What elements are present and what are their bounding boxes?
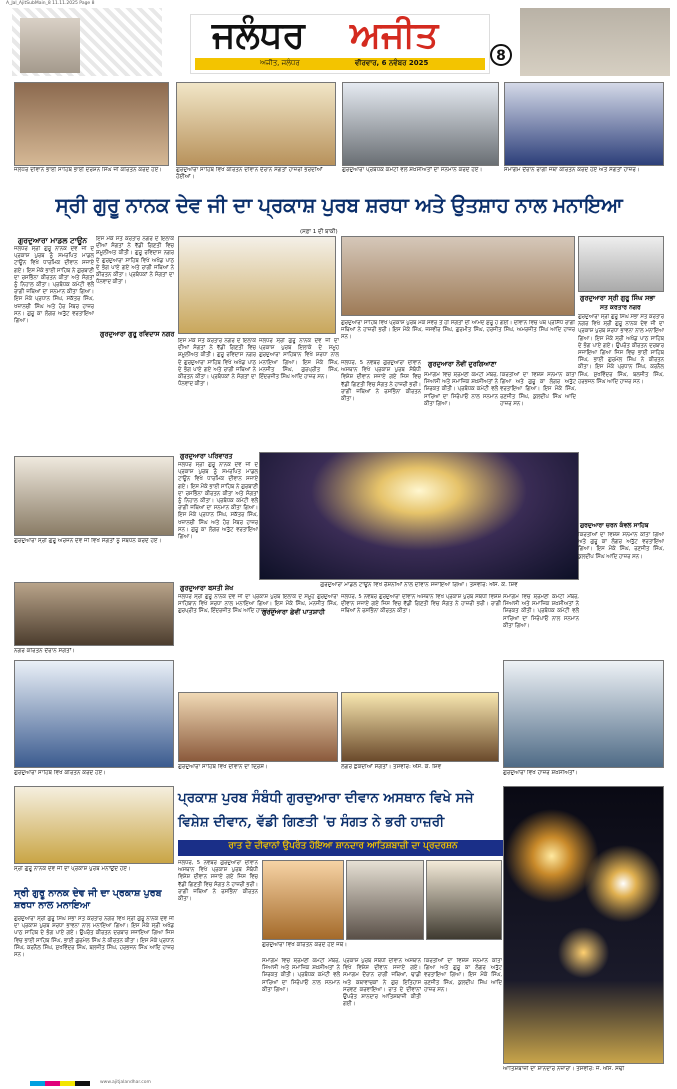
center-night-photo <box>259 452 579 580</box>
bottom-photo-3 <box>426 860 502 940</box>
masthead-sub: ਅਜੀਤ, ਜਲੰਧਰ <box>260 59 300 67</box>
page-number-badge <box>490 44 512 66</box>
body-mid-d: ਸਮਾਗਮ ਵਿਚ ਸ਼੍ਰੋਮਣੀ ਕਮੇਟੀ ਮੈਂਬਰ, ਸਿਆਸੀ ਅਤੇ ਸਮਾਜਿਕ ਸ਼ਖ਼ਸੀਅਤਾਂ ਨੇ ਸ਼ਿਰਕਤ ਕੀਤੀ। ਪ੍ਰਬੰਧਕ ਕਮੇਟੀ ਵਲੋਂ ਸਾਰਿਆਂ ਦਾ ਸਿਰੋਪਾਓ ਨਾਲ ਸਨਮਾਨ ਕੀਤਾ ਗਿਆ। <box>424 372 498 407</box>
top-photo-4 <box>504 82 664 166</box>
left-photo-1 <box>14 456 174 536</box>
second-headline-line2: ਵਿਸ਼ੇਸ਼ ਦੀਵਾਨ, ਵੱਡੀ ਗਿਣਤੀ 'ਚ ਸੰਗਤ ਨੇ ਭਰੀ ਹਾਜ਼ਰੀ <box>178 814 445 830</box>
masthead-title-right: ਅਜੀਤ <box>350 14 439 56</box>
body-mid-a: ਇਸ ਮੌਕੇ ਸਤ ਕਰਤਾਰ ਨਗਰ ਦੇ ਇਲਾਕੇ ਦੀਆਂ ਸੰਗਤਾਂ ਨੇ ਵੱਡੀ ਗਿਣਤੀ ਵਿਚ ਸ਼ਮੂਲੀਅਤ ਕੀਤੀ। ਗੁਰੂ ਰਵਿਦਾਸ ਨਗਰ ਦੇ ਗੁਰਦੁਆਰਾ ਸਾਹਿਬ ਵਿਖੇ ਅਖੰਡ ਪਾਠ ਦੇ ਭੋਗ ਪਾਏ ਗਏ ਅਤੇ ਰਾਗੀ ਜਥਿਆਂ ਨੇ ਕੀਰਤਨ ਕੀਤਾ। ਪ੍ਰਬੰਧਕਾਂ ਨੇ ਸੰਗਤਾਂ ਦਾ ਧੰਨਵਾਦ ਕੀਤਾ। <box>178 338 256 388</box>
top-photo-3 <box>342 82 499 166</box>
center-photo-1 <box>178 236 336 334</box>
print-slug: A_Jal_AjitSubMain_8 11.11.2025 Page 8 <box>6 1 95 6</box>
mid-caption-2: ਲੰਗਰ ਛਕਦੀਆਂ ਸੰਗਤਾਂ। ਤਸਵੀਰ: ਐੱਸ. ਕੇ. ਸ਼ਿਵ <box>341 764 442 770</box>
page-number: 8 <box>496 48 506 64</box>
main-headline: ਸ੍ਰੀ ਗੁਰੂ ਨਾਨਕ ਦੇਵ ਜੀ ਦਾ ਪ੍ਰਕਾਸ਼ ਪੁਰਬ ਸ਼ਰਧਾ ਅਤੇ ਉਤਸ਼ਾਹ ਨਾਲ ਮਨਾਇਆ <box>55 193 623 217</box>
color-bar <box>30 1081 90 1086</box>
masthead <box>0 8 677 76</box>
footer-slug: www.ajitjalandhar.com <box>100 1080 151 1085</box>
subhead-right-small: ਸਤ ਕਰਤਾਰ ਨਗਰ <box>600 304 641 311</box>
mid-photo-2 <box>341 692 499 762</box>
left-caption-4: ਸ੍ਰੀ ਗੁਰੂ ਨਾਨਕ ਦੇਵ ਜੀ ਦਾ ਪ੍ਰਕਾਸ਼ ਪੁਰਬ ਮਨਾਉਂਦੇ ਹੋਏ। <box>14 866 131 872</box>
body-col5: ਗੁਰਦੁਆਰਾ ਸ੍ਰੀ ਗੁਰੂ ਸਿੰਘ ਸਭਾ ਸਤ ਕਰਤਾਰ ਨਗਰ ਵਿਖੇ ਸ੍ਰੀ ਗੁਰੂ ਨਾਨਕ ਦੇਵ ਜੀ ਦਾ ਪ੍ਰਕਾਸ਼ ਪੁਰਬ ਸ਼ਰਧਾ ਭਾਵਨਾ ਨਾਲ ਮਨਾਇਆ ਗਿਆ। ਇਸ ਮੌਕੇ ਸ੍ਰੀ ਅਖੰਡ ਪਾਠ ਸਾਹਿਬ ਦੇ ਭੋਗ ਪਾਏ ਗਏ। ਉਪਰੰਤ ਕੀਰਤਨ ਦਰਬਾਰ ਸਜਾਇਆ ਗਿਆ ਜਿਸ ਵਿਚ ਭਾਈ ਸਾਹਿਬ ਸਿੰਘ, ਭਾਈ ਗੁਰਮੇਲ ਸਿੰਘ ਨੇ ਕੀਰਤਨ ਕੀਤਾ। ਇਸ ਮੌਕੇ ਪ੍ਰਧਾਨ ਸਿੰਘ, ਕਰਨੈਲ ਸਿੰਘ, ਸੁਖਵਿੰਦਰ ਸਿੰਘ, ਬਲਜੀਤ ਸਿੰਘ, ਹਰਭਜਨ ਸਿੰਘ ਆਦਿ ਹਾਜ਼ਰ ਸਨ। <box>578 314 664 385</box>
body-col2: ਇਸ ਮੌਕੇ ਸਤ ਕਰਤਾਰ ਨਗਰ ਦੇ ਇਲਾਕੇ ਦੀਆਂ ਸੰਗਤਾਂ ਨੇ ਵੱਡੀ ਗਿਣਤੀ ਵਿਚ ਸ਼ਮੂਲੀਅਤ ਕੀਤੀ। ਗੁਰੂ ਰਵਿਦਾਸ ਨਗਰ ਦੇ ਗੁਰਦੁਆਰਾ ਸਾਹਿਬ ਵਿਖੇ ਅਖੰਡ ਪਾਠ ਦੇ ਭੋਗ ਪਾਏ ਗਏ ਅਤੇ ਰਾਗੀ ਜਥਿਆਂ ਨੇ ਕੀਰਤਨ ਕੀਤਾ। ਪ੍ਰਬੰਧਕਾਂ ਨੇ ਸੰਗਤਾਂ ਦਾ ਧੰਨਵਾਦ ਕੀਤਾ। <box>96 236 174 286</box>
subhead-mid-left: ਗੁਰਦੁਆਰਾ ਪਰਿਵਾਰਤ <box>180 452 233 460</box>
left-caption-1: ਗੁਰਦੁਆਰਾ ਸ੍ਰੀ ਗੁਰੂ ਅਰਜਨ ਦੇਵ ਜੀ ਵਿਖੇ ਸੰਗਤਾਂ ਨੂੰ ਸੰਬੋਧਨ ਕਰਦੇ ਹੋਏ। <box>14 538 162 544</box>
top-photo-1 <box>14 82 169 166</box>
body-col-bottom-c: ਪ੍ਰਕਾਸ਼ ਪੁਰਬ ਸੰਬੰਧੀ ਦੀਵਾਨ ਅਸਥਾਨ ਵਿਖੇ ਵਿਸ਼ੇਸ਼ ਦੀਵਾਨ ਸਜਾਏ ਗਏ। ਸਮਾਗਮ ਦੌਰਾਨ ਰਾਗੀ ਜਥਿਆਂ, ਢਾਡੀ ਅਤੇ ਕਥਾਵਾਚਕਾਂ ਨੇ ਗੁਰ ਇਤਿਹਾਸ ਸਰਵਣ ਕਰਵਾਇਆ। ਰਾਤ ਦੇ ਦੀਵਾਨਾਂ ਉਪਰੰਤ ਸ਼ਾਨਦਾਰ ਆਤਿਸ਼ਬਾਜ਼ੀ ਕੀਤੀ ਗਈ। <box>343 958 421 1008</box>
masthead-right-building <box>520 8 670 76</box>
top-caption-3: ਗੁਰਦੁਆਰਾ ਪ੍ਰਬੰਧਕ ਕਮੇਟੀ ਵਲੋਂ ਸ਼ਖ਼ਸੀਅਤਾਂ ਦਾ ਸਨਮਾਨ ਕਰਦੇ ਹੋਏ। <box>342 167 483 173</box>
byline: (ਸਫ਼ਾ 1 ਦੀ ਬਾਕੀ) <box>300 229 338 235</box>
subhead-center-right: ਗੁਰਦੁਆਰਾ ਨੌਵੀਂ ਦੁਰਗਿਆਣਾ <box>428 360 497 368</box>
body-col-lower-a: ਜਲੰਧਰ ਸ੍ਰੀ ਗੁਰੂ ਨਾਨਕ ਦੇਵ ਜੀ ਦਾ ਪ੍ਰਕਾਸ਼ ਪੁਰਬ ਇਲਾਕੇ ਦੇ ਸਮੂਹ ਗੁਰਦੁਆਰਾ ਸਾਹਿਬਾਨ ਵਿਖੇ ਸ਼ਰਧਾ ਨਾਲ ਮਨਾਇਆ ਗਿਆ। ਇਸ ਮੌਕੇ ਸਿੰਘ, ਮਨਜੀਤ ਸਿੰਘ, ਗੁਰਪ੍ਰੀਤ ਸਿੰਘ, ਇੰਦਰਜੀਤ ਸਿੰਘ ਆਦਿ ਹਾਜ਼ਰ ਸਨ। <box>178 594 338 615</box>
body-col-bottom-a: ਜਲੰਧਰ, 5 ਨਵੰਬਰ ਗੁਰਦੁਆਰਾ ਦੀਵਾਨ ਅਸਥਾਨ ਵਿਖੇ ਪ੍ਰਕਾਸ਼ ਪੁਰਬ ਸੰਬੰਧੀ ਵਿਸ਼ੇਸ਼ ਦੀਵਾਨ ਸਜਾਏ ਗਏ ਜਿਸ ਵਿਚ ਵੱਡੀ ਗਿਣਤੀ ਵਿਚ ਸੰਗਤ ਨੇ ਹਾਜ਼ਰੀ ਭਰੀ। ਰਾਗੀ ਜਥਿਆਂ ਨੇ ਰਸਭਿੰਨਾ ਕੀਰਤਨ ਕੀਤਾ। <box>178 860 258 903</box>
body-col-lower-c: ਸਮਾਗਮ ਵਿਚ ਸ਼੍ਰੋਮਣੀ ਕਮੇਟੀ ਮੈਂਬਰ, ਸਿਆਸੀ ਅਤੇ ਸਮਾਜਿਕ ਸ਼ਖ਼ਸੀਅਤਾਂ ਨੇ ਸ਼ਿਰਕਤ ਕੀਤੀ। ਪ੍ਰਬੰਧਕ ਕਮੇਟੀ ਵਲੋਂ ਸਾਰਿਆਂ ਦਾ ਸਿਰੋਪਾਓ ਨਾਲ ਸਨਮਾਨ ਕੀਤਾ ਗਿਆ। <box>503 594 579 629</box>
bottom-photo-2 <box>346 860 424 940</box>
left-photo-3 <box>14 660 174 768</box>
masthead-title-left: ਜਲੰਧਰ <box>212 14 305 56</box>
banner-text: ਰਾਤ ਦੇ ਦੀਵਾਨਾਂ ਉਪਰੰਤ ਹੋਇਆ ਸ਼ਾਨਦਾਰ ਆਤਿਸ਼ਬਾਜ਼ੀ ਦਾ ਪ੍ਰਦਰਸ਼ਨ <box>228 841 458 851</box>
center-photo-2 <box>341 236 575 316</box>
masthead-bar <box>195 58 485 70</box>
left-caption-2: ਨਗਰ ਕੀਰਤਨ ਦੌਰਾਨ ਸੰਗਤਾਂ। <box>14 648 76 654</box>
body-mid-c: ਜਲੰਧਰ, 5 ਨਵੰਬਰ ਗੁਰਦੁਆਰਾ ਦੀਵਾਨ ਅਸਥਾਨ ਵਿਖੇ ਪ੍ਰਕਾਸ਼ ਪੁਰਬ ਸੰਬੰਧੀ ਵਿਸ਼ੇਸ਼ ਦੀਵਾਨ ਸਜਾਏ ਗਏ ਜਿਸ ਵਿਚ ਵੱਡੀ ਗਿਣਤੀ ਵਿਚ ਸੰਗਤ ਨੇ ਹਾਜ਼ਰੀ ਭਰੀ। ਰਾਗੀ ਜਥਿਆਂ ਨੇ ਰਸਭਿੰਨਾ ਕੀਰਤਨ ਕੀਤਾ। <box>341 360 421 403</box>
subhead-mid-top: ਗੁਰਦੁਆਰਾ ਗੁਰੂ ਰਵਿਦਾਸ ਨਗਰ <box>100 330 175 338</box>
body-col-lower-b: ਜਲੰਧਰ, 5 ਨਵੰਬਰ ਗੁਰਦੁਆਰਾ ਦੀਵਾਨ ਅਸਥਾਨ ਵਿਖੇ ਪ੍ਰਕਾਸ਼ ਪੁਰਬ ਸੰਬੰਧੀ ਵਿਸ਼ੇਸ਼ ਦੀਵਾਨ ਸਜਾਏ ਗਏ ਜਿਸ ਵਿਚ ਵੱਡੀ ਗਿਣਤੀ ਵਿਚ ਸੰਗਤ ਨੇ ਹਾਜ਼ਰੀ ਭਰੀ। ਰਾਗੀ ਜਥਿਆਂ ਨੇ ਰਸਭਿੰਨਾ ਕੀਰਤਨ ਕੀਤਾ। <box>341 594 501 615</box>
subhead-left-top: ਗੁਰਦੁਆਰਾ ਮਾਡਲ ਟਾਊਨ <box>18 236 88 245</box>
top-caption-4: ਸਮਾਗਮ ਦੌਰਾਨ ਰਾਗੀ ਜਥਾ ਕੀਰਤਨ ਕਰਦੇ ਹੋਏ ਅਤੇ ਸੰਗਤਾਂ ਹਾਜ਼ਰ। <box>504 167 640 173</box>
subhead-right-top: ਗੁਰਦੁਆਰਾ ਸ੍ਰੀ ਗੁਰੂ ਸਿੰਘ ਸਭਾ <box>580 294 656 302</box>
body-col-left-center: ਜਲੰਧਰ ਸ੍ਰੀ ਗੁਰੂ ਨਾਨਕ ਦੇਵ ਜੀ ਦੇ ਪ੍ਰਕਾਸ਼ ਪੁਰਬ ਨੂੰ ਸਮਰਪਿਤ ਮਾਡਲ ਟਾਊਨ ਵਿਖੇ ਧਾਰਮਿਕ ਦੀਵਾਨ ਸਜਾਏ ਗਏ। ਇਸ ਮੌਕੇ ਭਾਈ ਸਾਹਿਬ ਨੇ ਗੁਰਬਾਣੀ ਦਾ ਰਸਭਿੰਨਾ ਕੀਰਤਨ ਕੀਤਾ ਅਤੇ ਸੰਗਤਾਂ ਨੂੰ ਨਿਹਾਲ ਕੀਤਾ। ਪ੍ਰਬੰਧਕ ਕਮੇਟੀ ਵਲੋਂ ਰਾਗੀ ਜਥਿਆਂ ਦਾ ਸਨਮਾਨ ਕੀਤਾ ਗਿਆ। ਇਸ ਮੌਕੇ ਪ੍ਰਧਾਨ ਸਿੰਘ, ਸਕੱਤਰ ਸਿੰਘ, ਖਜ਼ਾਨਚੀ ਸਿੰਘ ਅਤੇ ਹੋਰ ਮੈਂਬਰ ਹਾਜ਼ਰ ਸਨ। ਗੁਰੂ ਕਾ ਲੰਗਰ ਅਤੁੱਟ ਵਰਤਾਇਆ ਗਿਆ। <box>178 462 258 541</box>
right-caption-1: ਗੁਰਦੁਆਰਾ ਵਿਖੇ ਹਾਜ਼ਰ ਸ਼ਖ਼ਸੀਅਤਾਂ। <box>503 770 578 776</box>
body-col-bottom-left: ਗੁਰਦੁਆਰਾ ਸ੍ਰੀ ਗੁਰੂ ਸਿੰਘ ਸਭਾ ਸਤ ਕਰਤਾਰ ਨਗਰ ਵਿਖੇ ਸ੍ਰੀ ਗੁਰੂ ਨਾਨਕ ਦੇਵ ਜੀ ਦਾ ਪ੍ਰਕਾਸ਼ ਪੁਰਬ ਸ਼ਰਧਾ ਭਾਵਨਾ ਨਾਲ ਮਨਾਇਆ ਗਿਆ। ਇਸ ਮੌਕੇ ਸ੍ਰੀ ਅਖੰਡ ਪਾਠ ਸਾਹਿਬ ਦੇ ਭੋਗ ਪਾਏ ਗਏ। ਉਪਰੰਤ ਕੀਰਤਨ ਦਰਬਾਰ ਸਜਾਇਆ ਗਿਆ ਜਿਸ ਵਿਚ ਭਾਈ ਸਾਹਿਬ ਸਿੰਘ, ਭਾਈ ਗੁਰਮੇਲ ਸਿੰਘ ਨੇ ਕੀਰਤਨ ਕੀਤਾ। ਇਸ ਮੌਕੇ ਪ੍ਰਧਾਨ ਸਿੰਘ, ਕਰਨੈਲ ਸਿੰਘ, ਸੁਖਵਿੰਦਰ ਸਿੰਘ, ਬਲਜੀਤ ਸਿੰਘ, ਹਰਭਜਨ ਸਿੰਘ ਆਦਿ ਹਾਜ਼ਰ ਸਨ। <box>14 916 174 959</box>
bottom-photo-1 <box>262 860 344 940</box>
fireworks-photo <box>503 786 664 1064</box>
subhead-mid-right: ਗੁਰਦੁਆਰਾ ਛੇਵੀਂ ਪਾਤਸ਼ਾਹੀ <box>262 608 325 616</box>
top-caption-2: ਗੁਰਦੁਆਰਾ ਸਾਹਿਬ ਵਿਖੇ ਕੀਰਤਨ ਦੀਵਾਨ ਦੌਰਾਨ ਸੰਗਤਾਂ ਹਾਜ਼ਰੀ ਭਰਦੀਆਂ ਹੋਈਆਂ। <box>176 167 323 180</box>
mid-photo-1 <box>178 692 338 762</box>
left-caption-3: ਗੁਰਦੁਆਰਾ ਸਾਹਿਬ ਵਿਖੇ ਕੀਰਤਨ ਕਰਦੇ ਹੋਏ। <box>14 770 106 776</box>
body-col-right-lower: ਕਿਰਤੀਆਂ ਦਾ ਵਿਸ਼ੇਸ਼ ਸਨਮਾਨ ਕੀਤਾ ਗਿਆ ਅਤੇ ਗੁਰੂ ਕਾ ਲੰਗਰ ਅਤੁੱਟ ਵਰਤਾਇਆ ਗਿਆ। ਇਸ ਮੌਕੇ ਸਿੰਘ, ਰਣਜੀਤ ਸਿੰਘ, ਕੁਲਦੀਪ ਸਿੰਘ ਆਦਿ ਹਾਜ਼ਰ ਸਨ। <box>578 532 664 560</box>
top-caption-1: ਜਲੰਧਰ ਦੀਵਾਨ ਭਾਈ ਸਾਹਿਬ ਭਾਈ ਦਰਸ਼ਨ ਸਿੰਘ ਜੀ ਕੀਰਤਨ ਕਰਦੇ ਹੋਏ। <box>14 167 163 173</box>
subhead-mid-center: ਗੁਰਦੁਆਰਾ ਬਸਤੀ ਸ਼ੇਖ <box>180 584 234 592</box>
masthead-left-building <box>20 18 80 73</box>
mid-caption-1: ਗੁਰਦੁਆਰਾ ਸਾਹਿਬ ਵਿਖੇ ਦੀਵਾਨ ਦਾ ਦ੍ਰਿਸ਼। <box>178 764 268 770</box>
body-col1: ਜਲੰਧਰ ਸ੍ਰੀ ਗੁਰੂ ਨਾਨਕ ਦੇਵ ਜੀ ਦੇ ਪ੍ਰਕਾਸ਼ ਪੁਰਬ ਨੂੰ ਸਮਰਪਿਤ ਮਾਡਲ ਟਾਊਨ ਵਿਖੇ ਧਾਰਮਿਕ ਦੀਵਾਨ ਸਜਾਏ ਗਏ। ਇਸ ਮੌਕੇ ਭਾਈ ਸਾਹਿਬ ਨੇ ਗੁਰਬਾਣੀ ਦਾ ਰਸਭਿੰਨਾ ਕੀਰਤਨ ਕੀਤਾ ਅਤੇ ਸੰਗਤਾਂ ਨੂੰ ਨਿਹਾਲ ਕੀਤਾ। ਪ੍ਰਬੰਧਕ ਕਮੇਟੀ ਵਲੋਂ ਰਾਗੀ ਜਥਿਆਂ ਦਾ ਸਨਮਾਨ ਕੀਤਾ ਗਿਆ। ਇਸ ਮੌਕੇ ਪ੍ਰਧਾਨ ਸਿੰਘ, ਸਕੱਤਰ ਸਿੰਘ, ਖਜ਼ਾਨਚੀ ਸਿੰਘ ਅਤੇ ਹੋਰ ਮੈਂਬਰ ਹਾਜ਼ਰ ਸਨ। ਗੁਰੂ ਕਾ ਲੰਗਰ ਅਤੁੱਟ ਵਰਤਾਇਆ ਗਿਆ। <box>14 246 94 325</box>
body-col3: ਗੁਰਦੁਆਰਾ ਸਾਹਿਬ ਵਿਖੇ ਪ੍ਰਕਾਸ਼ ਪੁਰਬ ਮੌਕੇ ਸਵੇਰ ਤੋਂ ਹੀ ਸੰਗਤਾਂ ਦੀ ਆਮਦ ਸ਼ੁਰੂ ਹੋ ਗਈ। ਦੀਵਾਨ ਵਿਚ ਪੰਥ ਪ੍ਰਸਿੱਧ ਰਾਗੀ ਜਥਿਆਂ ਨੇ ਹਾਜ਼ਰੀ ਭਰੀ। ਇਸ ਮੌਕੇ ਸਿੰਘ, ਜਸਵੀਰ ਸਿੰਘ, ਗੁਰਮੀਤ ਸਿੰਘ, ਹਰਜੀਤ ਸਿੰਘ, ਅਮਰਜੀਤ ਸਿੰਘ ਆਦਿ ਹਾਜ਼ਰ ਸਨ। <box>341 320 575 341</box>
bottom-caption: ਗੁਰਦੁਆਰਾ ਵਿਖੇ ਕੀਰਤਨ ਕਰਦੇ ਹੋਏ ਜਥੇ। <box>262 942 348 948</box>
masthead-date: ਵੀਰਵਾਰ, 6 ਨਵੰਬਰ 2025 <box>355 59 429 67</box>
right-photo-top <box>578 236 664 292</box>
center-caption: ਗੁਰਦੁਆਰਾ ਮਾਡਲ ਟਾਊਨ ਵਿਖੇ ਰੌਸ਼ਨੀਆਂ ਨਾਲ ਦੀਵਾਨ ਸਜਾਇਆ ਗਿਆ। ਤਸਵੀਰ: ਐੱਸ. ਕੇ. ਸ਼ਿਵ <box>320 582 518 588</box>
body-mid-b: ਜਲੰਧਰ ਸ੍ਰੀ ਗੁਰੂ ਨਾਨਕ ਦੇਵ ਜੀ ਦਾ ਪ੍ਰਕਾਸ਼ ਪੁਰਬ ਇਲਾਕੇ ਦੇ ਸਮੂਹ ਗੁਰਦੁਆਰਾ ਸਾਹਿਬਾਨ ਵਿਖੇ ਸ਼ਰਧਾ ਨਾਲ ਮਨਾਇਆ ਗਿਆ। ਇਸ ਮੌਕੇ ਸਿੰਘ, ਮਨਜੀਤ ਸਿੰਘ, ਗੁਰਪ੍ਰੀਤ ਸਿੰਘ, ਇੰਦਰਜੀਤ ਸਿੰਘ ਆਦਿ ਹਾਜ਼ਰ ਸਨ। <box>259 338 339 381</box>
body-col-bottom-b: ਸਮਾਗਮ ਵਿਚ ਸ਼੍ਰੋਮਣੀ ਕਮੇਟੀ ਮੈਂਬਰ, ਸਿਆਸੀ ਅਤੇ ਸਮਾਜਿਕ ਸ਼ਖ਼ਸੀਅਤਾਂ ਨੇ ਸ਼ਿਰਕਤ ਕੀਤੀ। ਪ੍ਰਬੰਧਕ ਕਮੇਟੀ ਵਲੋਂ ਸਾਰਿਆਂ ਦਾ ਸਿਰੋਪਾਓ ਨਾਲ ਸਨਮਾਨ ਕੀਤਾ ਗਿਆ। <box>262 958 340 993</box>
left-photo-2 <box>14 582 174 646</box>
second-headline-banner <box>178 840 508 856</box>
right-photo-1 <box>503 660 664 768</box>
left-photo-4 <box>14 786 174 864</box>
top-photo-2 <box>176 82 336 166</box>
subhead-lower-left: ਸ੍ਰੀ ਗੁਰੂ ਨਾਨਕ ਦੇਵ ਜੀ ਦਾ ਪ੍ਰਕਾਸ਼ ਪੁਰਬ ਸ਼ਰਧਾ ਨਾਲ ਮਨਾਇਆ <box>14 888 162 911</box>
subhead-right-mid: ਗੁਰਦੁਆਰਾ ਚਰਨ ਕੰਵਲ ਸਾਹਿਬ <box>580 522 649 529</box>
second-headline-line1: ਪ੍ਰਕਾਸ਼ ਪੁਰਬ ਸੰਬੰਧੀ ਗੁਰਦੁਆਰਾ ਦੀਵਾਨ ਅਸਥਾਨ ਵਿਖੇ ਸਜੇ <box>178 790 474 806</box>
body-col-bottom-d: ਕਿਰਤੀਆਂ ਦਾ ਵਿਸ਼ੇਸ਼ ਸਨਮਾਨ ਕੀਤਾ ਗਿਆ ਅਤੇ ਗੁਰੂ ਕਾ ਲੰਗਰ ਅਤੁੱਟ ਵਰਤਾਇਆ ਗਿਆ। ਇਸ ਮੌਕੇ ਸਿੰਘ, ਰਣਜੀਤ ਸਿੰਘ, ਕੁਲਦੀਪ ਸਿੰਘ ਆਦਿ ਹਾਜ਼ਰ ਸਨ। <box>424 958 502 993</box>
body-mid-e: ਕਿਰਤੀਆਂ ਦਾ ਵਿਸ਼ੇਸ਼ ਸਨਮਾਨ ਕੀਤਾ ਗਿਆ ਅਤੇ ਗੁਰੂ ਕਾ ਲੰਗਰ ਅਤੁੱਟ ਵਰਤਾਇਆ ਗਿਆ। ਇਸ ਮੌਕੇ ਸਿੰਘ, ਰਣਜੀਤ ਸਿੰਘ, ਕੁਲਦੀਪ ਸਿੰਘ ਆਦਿ ਹਾਜ਼ਰ ਸਨ। <box>500 372 576 407</box>
fireworks-caption: ਆਤਿਸ਼ਬਾਜ਼ੀ ਦਾ ਸ਼ਾਨਦਾਰ ਨਜ਼ਾਰਾ। ਤਸਵੀਰ: ਜੇ. ਐੱਸ. ਸੋਢੀ <box>503 1066 625 1072</box>
